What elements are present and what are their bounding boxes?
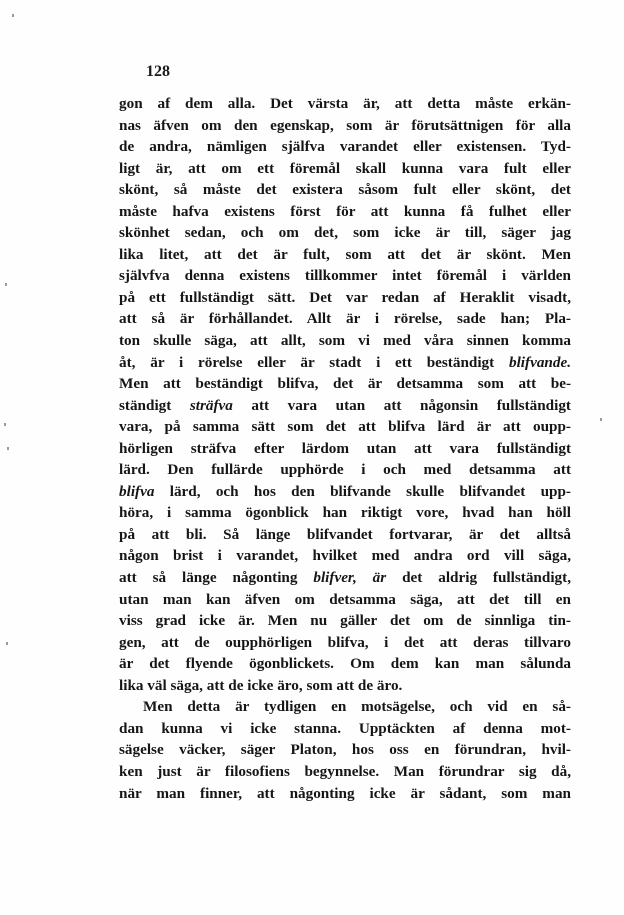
emphasized-text: blifvande. (508, 353, 571, 371)
text-line (119, 675, 571, 697)
text-run: viss grad icke är. Men nu gäller det om de sinnliga tin- (119, 612, 571, 630)
text-run: Men att beständigt blifva, det är detsamma som att be- (119, 375, 571, 393)
text-run: att vara utan att någonsin fullständigt (232, 396, 571, 414)
text-line (119, 201, 571, 223)
text-run: utan man kan äfven om detsamma säga, att det till en (119, 590, 571, 608)
text-line (119, 783, 571, 805)
text-line (119, 653, 571, 675)
text-line (119, 308, 571, 330)
emphasized-text: blifver, är (313, 569, 387, 587)
text-run: att så länge någonting (119, 569, 314, 587)
text-run: åt, är i rörelse eller är stadt i ett beständigt (119, 353, 509, 371)
text-run: att så är förhållandet. Allt är i rörelse, sade han; Pla- (119, 310, 571, 328)
text-line (119, 438, 571, 460)
text-line (119, 524, 571, 546)
text-run: på att bli. Så länge blifvandet fortvarar, är det alltså (119, 525, 571, 543)
text-run: självfva denna existens tillkommer intet föremål i världen (119, 267, 571, 285)
text-run: lika väl säga, att de icke äro, som att de äro. (119, 676, 403, 694)
text-line (119, 696, 571, 718)
text-run: skönt, så måste det existera såsom fult eller skönt, det (119, 181, 571, 199)
text-line (119, 481, 571, 503)
text-line (119, 502, 571, 524)
emphasized-text: sträfva (189, 396, 233, 414)
text-line (119, 416, 571, 438)
text-line (119, 373, 571, 395)
text-line (119, 222, 571, 244)
text-run: de andra, nämligen själfva varandet eller existensen. Tyd- (119, 138, 571, 156)
text-run: någon brist i varandet, hvilket med andra ord vill säga, (119, 547, 571, 565)
margin-speck (600, 418, 602, 421)
text-run: det aldrig fullständigt, (386, 569, 571, 587)
margin-speck (5, 283, 7, 286)
text-run: höra, i samma ögonblick han riktigt vore, hvad han höll (119, 504, 571, 522)
text-run: vara, på samma sätt som det att blifva lärd är att oupp- (119, 418, 571, 436)
text-run: ken just är filosofiens begynnelse. Man förundrar sig då, (119, 762, 571, 780)
text-run: gon af dem alla. Det värsta är, att detta måste erkän- (119, 95, 571, 112)
text-run: lika litet, att det är fult, som att det är skönt. Men (119, 245, 571, 263)
text-run: på ett fullständigt sätt. Det var redan af Heraklit visadt, (119, 288, 571, 306)
text-run: när man finner, att någonting icke är sådant, som man (119, 784, 571, 802)
text-line (119, 739, 571, 761)
text-line (119, 352, 571, 374)
text-line (119, 287, 571, 309)
text-run: måste hafva existens först för att kunna få fulhet eller (119, 202, 571, 220)
text-run: ständigt (119, 396, 190, 414)
text-run: lärd, och hos den blifvande skulle blifvandet upp- (154, 482, 571, 500)
page-number: 128 (146, 63, 170, 80)
margin-speck (7, 447, 9, 450)
text-line (119, 545, 571, 567)
text-line (119, 395, 571, 417)
text-run: dan kunna vi icke stanna. Upptäckten af denna mot- (119, 719, 571, 737)
text-line (119, 632, 571, 654)
text-run: Men detta är tydligen en motsägelse, och vid en så- (143, 698, 571, 716)
body-text (119, 93, 571, 804)
text-run: skönhet sedan, och om det, som icke är till, säger jag (119, 224, 571, 242)
text-line (119, 459, 571, 481)
text-line (119, 265, 571, 287)
text-line (119, 244, 571, 266)
text-line (119, 567, 571, 589)
text-run: är det flyende ögonblickets. Om dem kan man sålunda (119, 655, 571, 673)
text-line (119, 610, 571, 632)
text-line (119, 330, 571, 352)
text-line (119, 589, 571, 611)
text-line (119, 158, 571, 180)
text-run: sägelse väcker, säger Platon, hos oss en förundran, hvil- (119, 741, 571, 759)
text-line (119, 115, 571, 137)
text-run: nas äfven om den egenskap, som är förutsättnigen för alla (119, 116, 571, 134)
text-run: gen, att de oupphörligen blifva, i det att deras tillvaro (119, 633, 571, 651)
text-line (119, 136, 571, 158)
text-run: ton skulle säga, att allt, som vi med våra sinnen komma (119, 332, 571, 350)
margin-speck (12, 14, 14, 17)
text-run: lärd. Den fullärde upphörde i och med detsamma att (119, 461, 571, 479)
text-run: hörligen sträfva efter lärdom utan att vara fullständigt (119, 439, 571, 457)
text-line (119, 761, 571, 783)
text-line (119, 179, 571, 201)
emphasized-text: blifva (119, 482, 155, 500)
margin-speck (4, 423, 6, 426)
text-line (119, 93, 571, 115)
margin-speck (6, 642, 8, 645)
text-run: ligt är, att om ett föremål skall kunna vara fult eller (119, 159, 571, 177)
text-line (119, 718, 571, 740)
